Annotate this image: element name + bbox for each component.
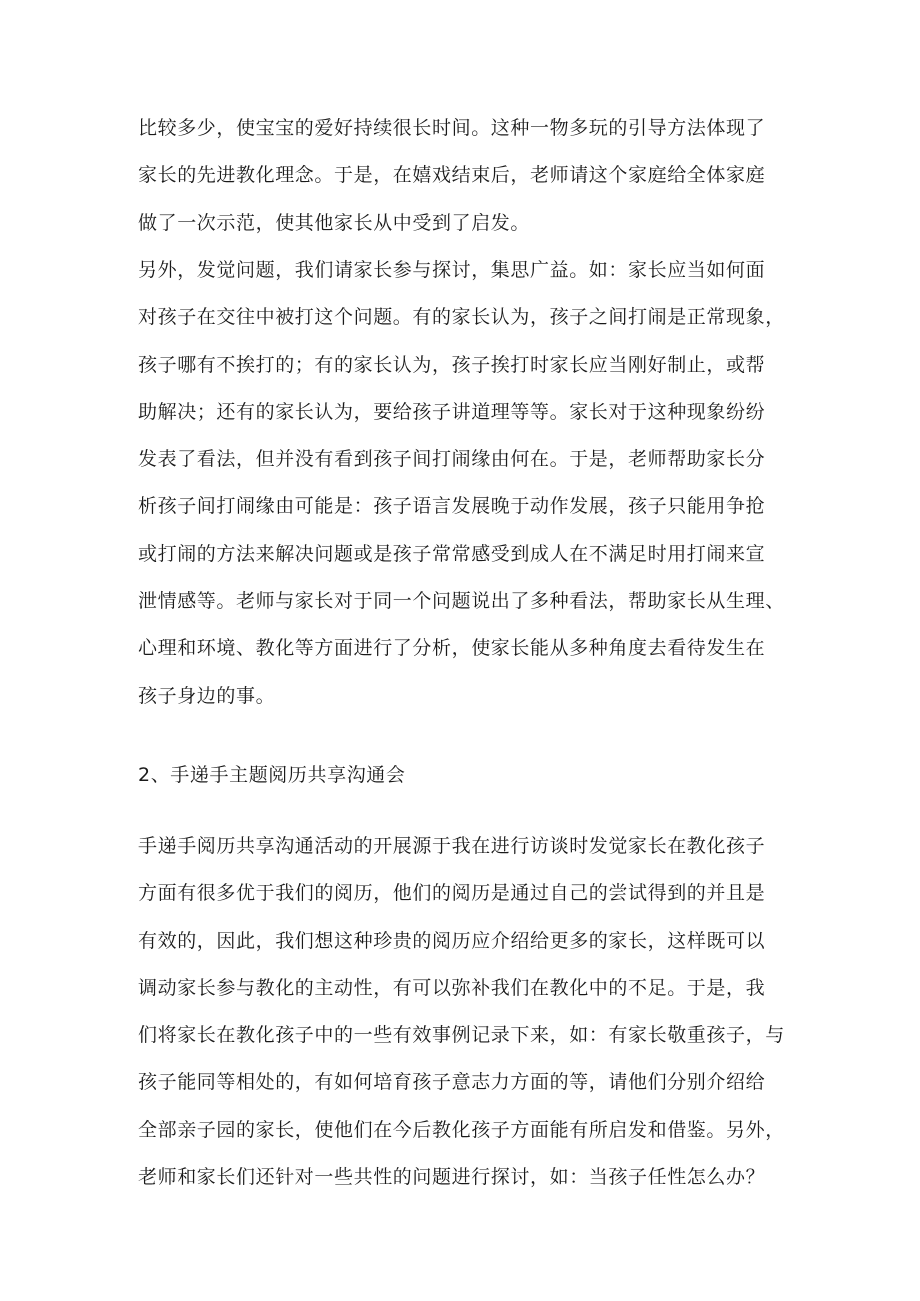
text-line: 孩子能同等相处的，有如何培育孩子意志力方面的等，请他们分别介绍给 (138, 1071, 766, 1094)
text-line: 助解决；还有的家长认为，要给孩子讲道理等等。家长对于这种现象纷纷 (138, 400, 766, 423)
text-line: 全部亲子园的家长，使他们在今后教化孩子方面能有所启发和借鉴。另外， (138, 1118, 785, 1141)
text-line: 们将家长在教化孩子中的一些有效事例记录下来，如：有家长敬重孩子，与 (138, 1024, 785, 1047)
text-line: 对孩子在交往中被打这个问题。有的家长认为，孩子之间打闹是正常现象， (138, 306, 785, 329)
text-line: 另外，发觉问题，我们请家长参与探讨，集思广益。如：家长应当如何面 (138, 259, 766, 281)
paragraph-3 (138, 823, 798, 1201)
text-line: 或打闹的方法来解决问题或是孩子常常感受到成人在不满足时用打闹来宣 (138, 542, 766, 565)
text-line: 析孩子间打闹缘由可能是：孩子语言发展晚于动作发展，孩子只能用争抢 (138, 495, 766, 518)
text-line: 老师和家长们还针对一些共性的问题进行探讨，如：当孩子任性怎么办？ (138, 1166, 766, 1189)
text-line: 发表了看法，但并没有看到孩子间打闹缘由何在。于是，老师帮助家长分 (138, 448, 766, 471)
text-line: 有效的，因此，我们想这种珍贵的阅历应介绍给更多的家长，这样既可以 (138, 929, 766, 952)
paragraph-2 (138, 247, 798, 720)
text-line: 孩子哪有不挨打的；有的家长认为，孩子挨打时家长应当刚好制止，或帮 (138, 353, 766, 376)
section-heading (138, 752, 798, 799)
text-line: 比较多少，使宝宝的爱好持续很长时间。这种一物多玩的引导方法体现了 (138, 117, 766, 139)
text-line: 泄情感等。老师与家长对于同一个问题说出了多种看法，帮助家长从生理、 (138, 590, 785, 613)
text-line: 心理和环境、教化等方面进行了分析，使家长能从多种角度去看待发生在 (138, 637, 766, 660)
text-line: 方面有很多优于我们的阅历，他们的阅历是通过自己的尝试得到的并且是 (138, 882, 766, 905)
text-line: 家长的先进教化理念。于是，在嬉戏结束后，老师请这个家庭给全体家庭 (138, 164, 766, 187)
paragraph-1 (138, 105, 798, 247)
text-line: 手递手阅历共享沟通活动的开展源于我在进行访谈时发觉家长在教化孩子 (138, 835, 766, 857)
heading-text: 2、手递手主题阅历共享沟通会 (138, 764, 406, 786)
text-line: 做了一次示范，使其他家长从中受到了启发。 (138, 211, 531, 234)
text-line: 孩子身边的事。 (138, 684, 276, 707)
text-line: 调动家长参与教化的主动性，有可以弥补我们在教化中的不足。于是，我 (138, 976, 766, 999)
